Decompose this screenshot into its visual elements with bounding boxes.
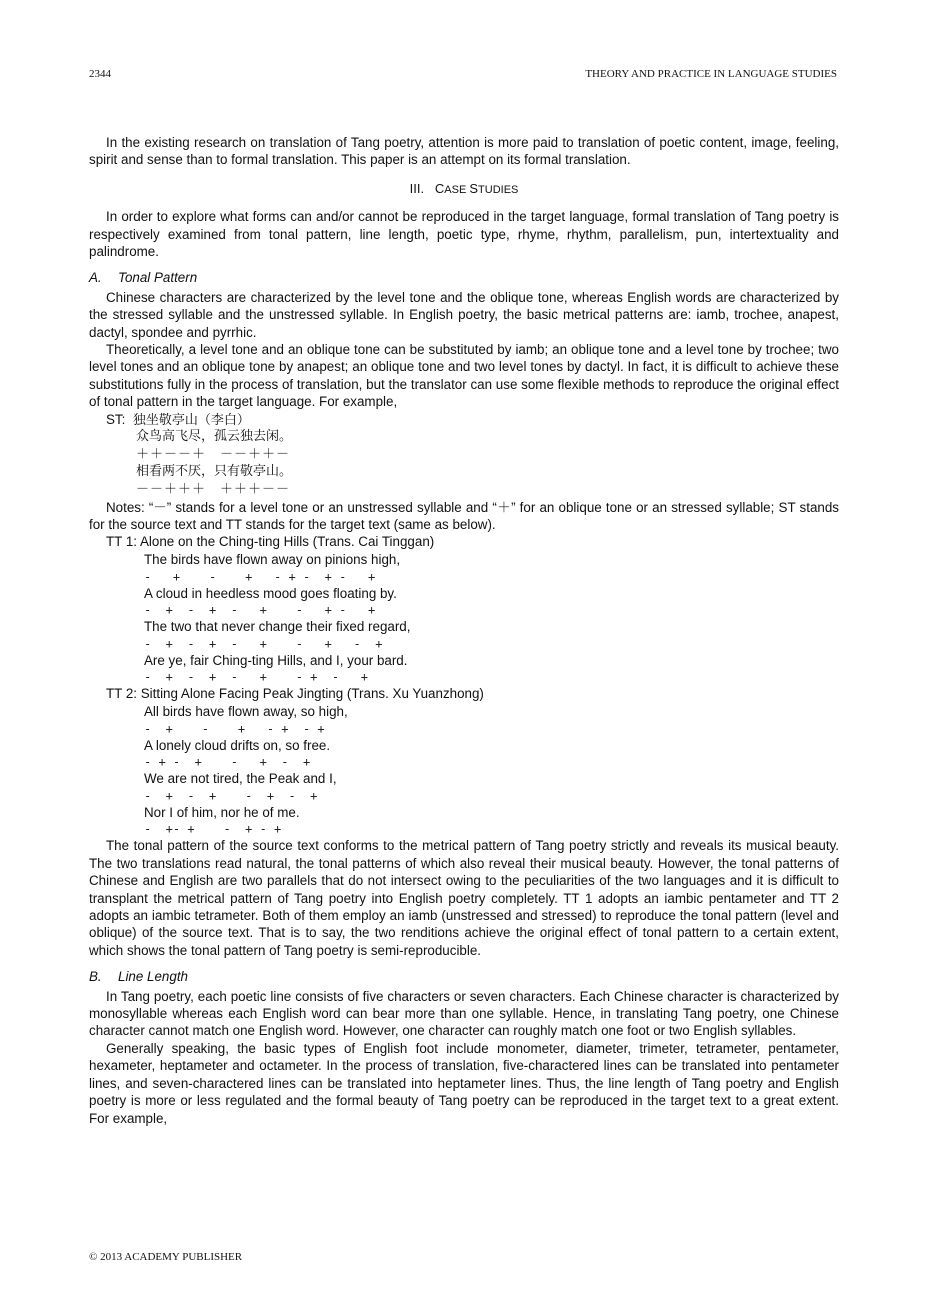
tonal-paragraph-2: Theoretically, a level tone and an oblique tone can be substituted by iamb; an oblique tone and a level tone by trochee; two level tones and an oblique tone by anapest; an oblique tone and two level tones by dactyl. In fact, it is difficult to achieve these substitutions fully in the process of translation, but the translator can use some flexible methods to reproduce the original effect of tonal pattern in the target language. For example, [89, 342, 839, 410]
notes-paragraph: Notes: “－” stands for a level tone or an unstressed syllable and “＋” for an oblique tone or an stressed syllable; ST stands for the source text and TT stands for the target text (same as below). [89, 499, 839, 533]
tonal-paragraph-3: The tonal pattern of the source text conforms to the metrical pattern of Tang poetry strictly and reveals its musical beauty. The two translations read natural, the tonal patterns of which also reveal their musical beauty. However, the tonal patterns of Chinese and English are two parallels that do not intersect owing to the peculiarities of the two languages and it is difficult to transplant the metrical pattern of Tang poetry into English poetry completely. TT 1 adopts an iambic pentameter and TT 2 adopts an iambic tetrameter. Both of them employ an iamb (unstressed and stressed) to reproduce the tonal pattern (level and oblique) of the source text. That is to say, the two renditions achieve the original effect of tonal pattern to a certain extent, which shows the tonal pattern of Tang poetry is semi-reproducible. [89, 838, 839, 958]
section-rest2: TUDIES [478, 183, 519, 196]
section-cap2: S [469, 180, 479, 196]
journal-title: THEORY AND PRACTICE IN LANGUAGE STUDIES [585, 68, 837, 80]
subsection-b-label: B. [89, 969, 102, 985]
subsection-a-label: A. [89, 270, 102, 286]
subsection-b-heading [89, 968, 839, 985]
tt2-line-1: All birds have flown away, so high, [144, 704, 348, 720]
line-length-paragraph-2: Generally speaking, the basic types of English foot include monometer, diameter, trimeter, tetrameter, pentameter, hexameter, heptameter and octameter. In the process of translation, five-charactered lines can be translated into pentameter lines, and seven-charactered lines can be translated into heptameter lines. Thus, the line length of Tang poetry and English poetry is more or less regulated and the formal beauty of Tang poetry can be reproduced in the target text to a great extent. For example, [89, 1040, 839, 1126]
tt2-marks-4: - +- + - + - + [144, 822, 282, 837]
tt1-marks-4: - + - + - + - + - + [144, 670, 368, 685]
tt1-block [89, 533, 839, 685]
tt2-marks-1: - + - + - + - + [144, 721, 325, 736]
tt2-heading: TT 2: Sitting Alone Facing Peak Jingting (Trans. Xu Yuanzhong) [106, 686, 484, 702]
st-line-1: 众鸟高飞尽，孤云独去闲。 [136, 429, 293, 445]
tt1-heading: TT 1: Alone on the Ching-ting Hills (Trans. Cai Tinggan) [106, 534, 435, 550]
st-tone-1: ＋＋－－＋ －－＋＋－ [136, 446, 291, 462]
tt1-line-2: A cloud in heedless mood goes floating by. [144, 585, 397, 601]
line-length-paragraph-1: In Tang poetry, each poetic line consists of five characters or seven characters. Each Chinese character is characterized by monosyllable whereas each English word can bear more than one syllable. Hence, in translating Tang poetry, one Chinese character cannot match one English word. However, one character can roughly match one foot or two English syllables. [89, 988, 839, 1039]
tt1-line-1: The birds have flown away on pinions high, [144, 552, 401, 568]
page-number: 2344 [89, 68, 111, 80]
section-cap1: C [434, 180, 445, 196]
tt1-marks-1: - + - + - + - + - + [144, 569, 376, 584]
st-line-2: 相看两不厌，只有敬亭山。 [136, 464, 293, 480]
tt1-marks-2: - + - + - + - + - + [144, 603, 376, 618]
st-poem-title: 独坐敬亭山（李白） [132, 412, 250, 428]
st-tone-2: －－＋＋＋ ＋＋＋－－ [136, 482, 291, 498]
subsection-a-heading [89, 269, 839, 286]
tt2-line-2: A lonely cloud drifts on, so free. [144, 737, 331, 753]
intro-paragraph: In the existing research on translation of Tang poetry, attention is more paid to translation of poetic content, image, feeling, spirit and sense than to formal translation. This paper is an attempt on its formal translation. [89, 135, 839, 168]
st-label: ST: [106, 411, 126, 427]
subsection-a-title: Tonal Pattern [118, 270, 198, 286]
tt1-line-4: Are ye, fair Ching-ting Hills, and I, your bard. [144, 652, 408, 668]
tt2-line-3: We are not tired, the Peak and I, [144, 771, 337, 787]
tt1-marks-3: - + - + - + - + - + [144, 636, 383, 651]
copyright-footer: © 2013 ACADEMY PUBLISHER [89, 1251, 243, 1263]
tt1-line-3: The two that never change their fixed regard, [144, 619, 411, 635]
st-title-row [89, 411, 839, 429]
tonal-paragraph-1: Chinese characters are characterized by the level tone and the oblique tone, whereas English words are characterized by the stressed syllable and the unstressed syllable. In English poetry, the basic metrical patterns are: iamb, trochee, anapest, dactyl, spondee and pyrrhic. [89, 289, 839, 340]
subsection-b-title: Line Length [118, 969, 188, 985]
section-intro-paragraph: In order to explore what forms can and/or cannot be reproduced in the target language, formal translation of Tang poetry is respectively examined from tonal pattern, line length, poetic type, rhyme, rhythm, parallelism, pun, intertextuality and palindrome. [89, 209, 839, 260]
source-text-block [89, 411, 839, 499]
tt2-line-4: Nor I of him, nor he of me. [144, 804, 300, 820]
tt2-block [89, 685, 839, 837]
tt2-marks-3: - + - + - + - + [144, 788, 318, 803]
section-heading [89, 180, 839, 199]
section-numeral: III. [409, 180, 425, 196]
tt2-marks-2: - + - + - + - + [144, 755, 311, 770]
article-body [89, 134, 839, 1127]
section-rest1: ASE [444, 183, 470, 196]
